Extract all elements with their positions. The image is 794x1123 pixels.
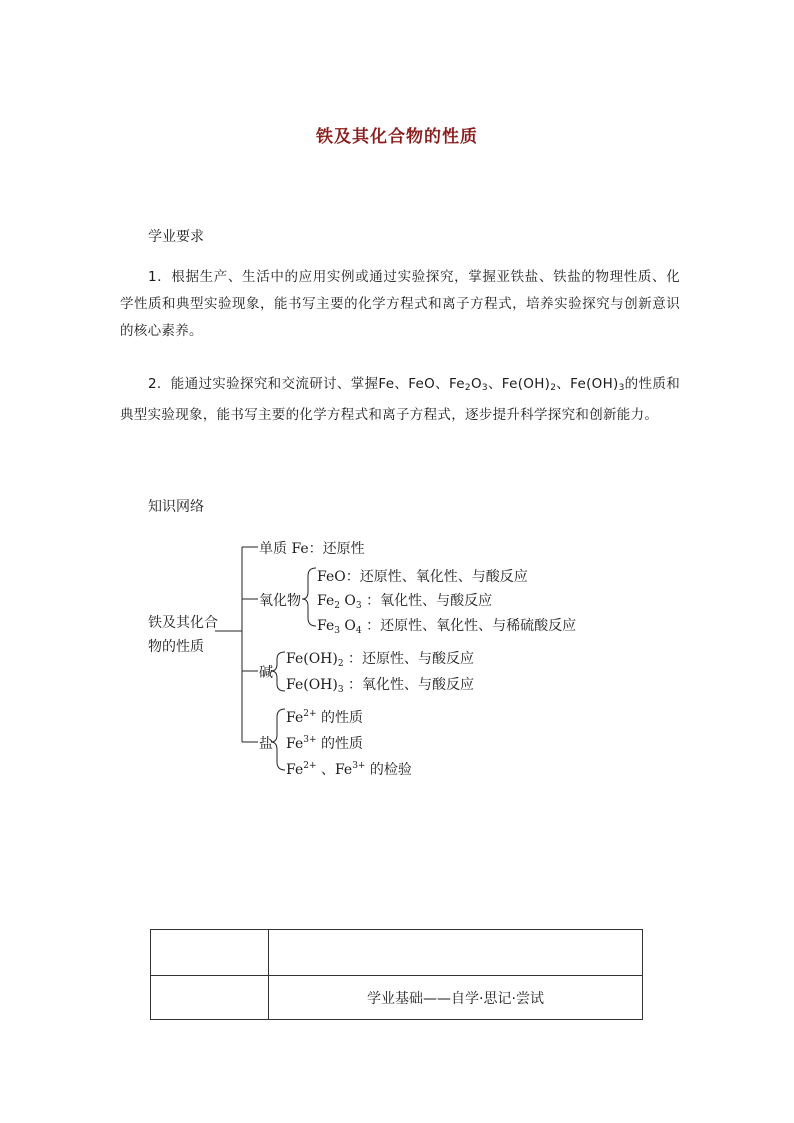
network-salt-fe3: $Fe^{3+}$ 的性质: [286, 735, 363, 752]
network-oxide-fe3o4: $Fe_3$ $O_4$ ：还原性、氧化性、与稀硫酸反应: [317, 618, 577, 636]
section-heading-requirements: 学业要求: [148, 229, 204, 245]
network-salt-fe2: $Fe^{2+}$ 的性质: [286, 709, 363, 726]
page-title: 铁及其化合物的性质: [316, 127, 478, 147]
network-oxide-label: 氧化物: [259, 593, 301, 609]
network-simple-substance: 单质 Fe：还原性: [259, 541, 365, 557]
network-root-label: 铁及其化合 物的性质: [148, 615, 218, 655]
network-oxide-fe2o3: $Fe_2$ $O_3$ ：氧化性、与酸反应: [317, 593, 493, 611]
section-table: [150, 929, 643, 1020]
section-heading-network: 知识网络: [148, 499, 204, 515]
network-base-feoh2: $Fe(OH)_2$ ：还原性、与酸反应: [286, 651, 475, 669]
network-salt-test: $Fe^{2+}$ 、$Fe^{3+}$ 的检验: [286, 761, 412, 778]
requirement-item-1: 1．根据生产、生活中的应用实例或通过实验探究，掌握亚铁盐、铁盐的物理性质、化学性质和典型实验现象，能书写主要的化学方程式和离子方程式，培养实验探究与创新意识的核心素养。: [120, 269, 680, 339]
network-base-label: 碱: [259, 665, 273, 681]
network-oxide-feo: FeO：还原性、氧化性、与酸反应: [317, 569, 528, 585]
table-cell-foundation-heading: 学业基础——自学·思记·尝试: [367, 991, 544, 1007]
requirement-item-2: 2．能通过实验探究和交流研讨、掌握Fe、FeO、$Fe_2O_3$、$Fe(OH)_2$、$Fe(OH)_3$的性质和典型实验现象，能书写主要的化学方程式和离子方程式，逐步提升科学探究和创新能力。: [120, 376, 680, 423]
network-salt-label: 盐: [259, 736, 273, 752]
network-base-feoh3: $Fe(OH)_3$ ：氧化性、与酸反应: [286, 677, 475, 695]
